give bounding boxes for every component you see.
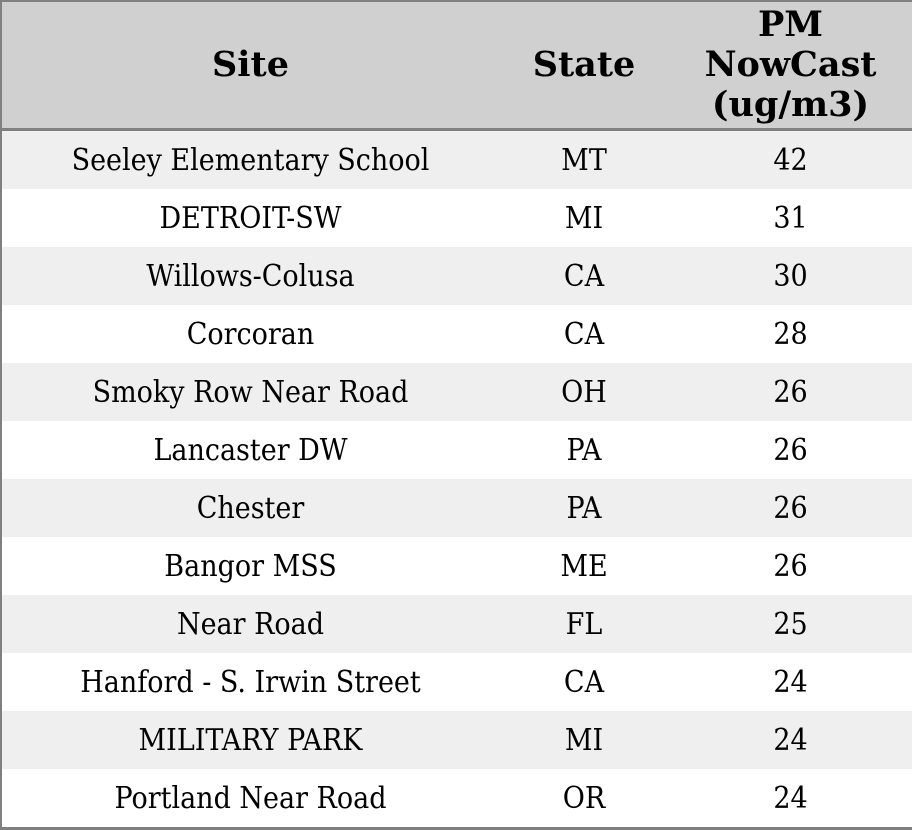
- cell-site: DETROIT-SW: [159, 200, 342, 236]
- cell-value: 42: [773, 142, 808, 178]
- table-row: [1, 130, 912, 190]
- table-row: [1, 421, 912, 479]
- cell-value: 24: [773, 780, 808, 816]
- cell-site: Seeley Elementary School: [71, 142, 430, 178]
- cell-value: 30: [773, 258, 808, 294]
- cell-site: Hanford - S. Irwin Street: [80, 664, 421, 700]
- cell-site: Smoky Row Near Road: [92, 374, 409, 410]
- cell-value: 31: [773, 200, 808, 236]
- cell-site: Corcoran: [186, 316, 315, 352]
- cell-value: 26: [773, 490, 808, 526]
- cell-value: 28: [773, 316, 808, 352]
- table-row: [1, 711, 912, 769]
- cell-site: Portland Near Road: [114, 780, 387, 816]
- cell-state: OH: [561, 374, 607, 410]
- cell-site: Lancaster DW: [153, 432, 348, 468]
- table-row: [1, 305, 912, 363]
- cell-value: 26: [773, 374, 808, 410]
- table-row: [1, 653, 912, 711]
- cell-value: 26: [773, 432, 808, 468]
- cell-state: PA: [566, 490, 602, 526]
- cell-state: ME: [560, 548, 608, 584]
- cell-site: Bangor MSS: [164, 548, 337, 584]
- column-header-pm-nowcast: [669, 1, 912, 130]
- cell-state: FL: [565, 606, 603, 642]
- cell-site: Willows-Colusa: [146, 258, 355, 294]
- table-header: [1, 1, 912, 130]
- cell-value: 24: [773, 664, 808, 700]
- cell-site: Near Road: [176, 606, 325, 642]
- column-header-pm-nowcast-label: PM NowCast (ug/m3): [704, 4, 877, 125]
- cell-state: CA: [563, 316, 605, 352]
- cell-state: PA: [566, 432, 602, 468]
- table-body: [1, 130, 912, 829]
- column-header-state-label: State: [532, 44, 636, 86]
- cell-value: 26: [773, 548, 808, 584]
- column-header-site: [1, 1, 499, 130]
- column-header-state: [499, 1, 669, 130]
- table-row: [1, 363, 912, 421]
- table-row: [1, 537, 912, 595]
- cell-value: 25: [773, 606, 808, 642]
- table-row: [1, 189, 912, 247]
- cell-state: MI: [564, 722, 604, 758]
- cell-state: MI: [564, 200, 604, 236]
- cell-state: CA: [563, 258, 605, 294]
- cell-site: MILITARY PARK: [138, 722, 363, 758]
- table-row: [1, 479, 912, 537]
- header-row: [1, 1, 912, 130]
- cell-state: OR: [562, 780, 606, 816]
- cell-site: Chester: [196, 490, 305, 526]
- table-row: [1, 595, 912, 653]
- column-header-site-label: Site: [211, 44, 289, 86]
- table-row: [1, 247, 912, 305]
- cell-state: MT: [561, 142, 607, 178]
- table-row: [1, 769, 912, 829]
- cell-value: 24: [773, 722, 808, 758]
- cell-state: CA: [563, 664, 605, 700]
